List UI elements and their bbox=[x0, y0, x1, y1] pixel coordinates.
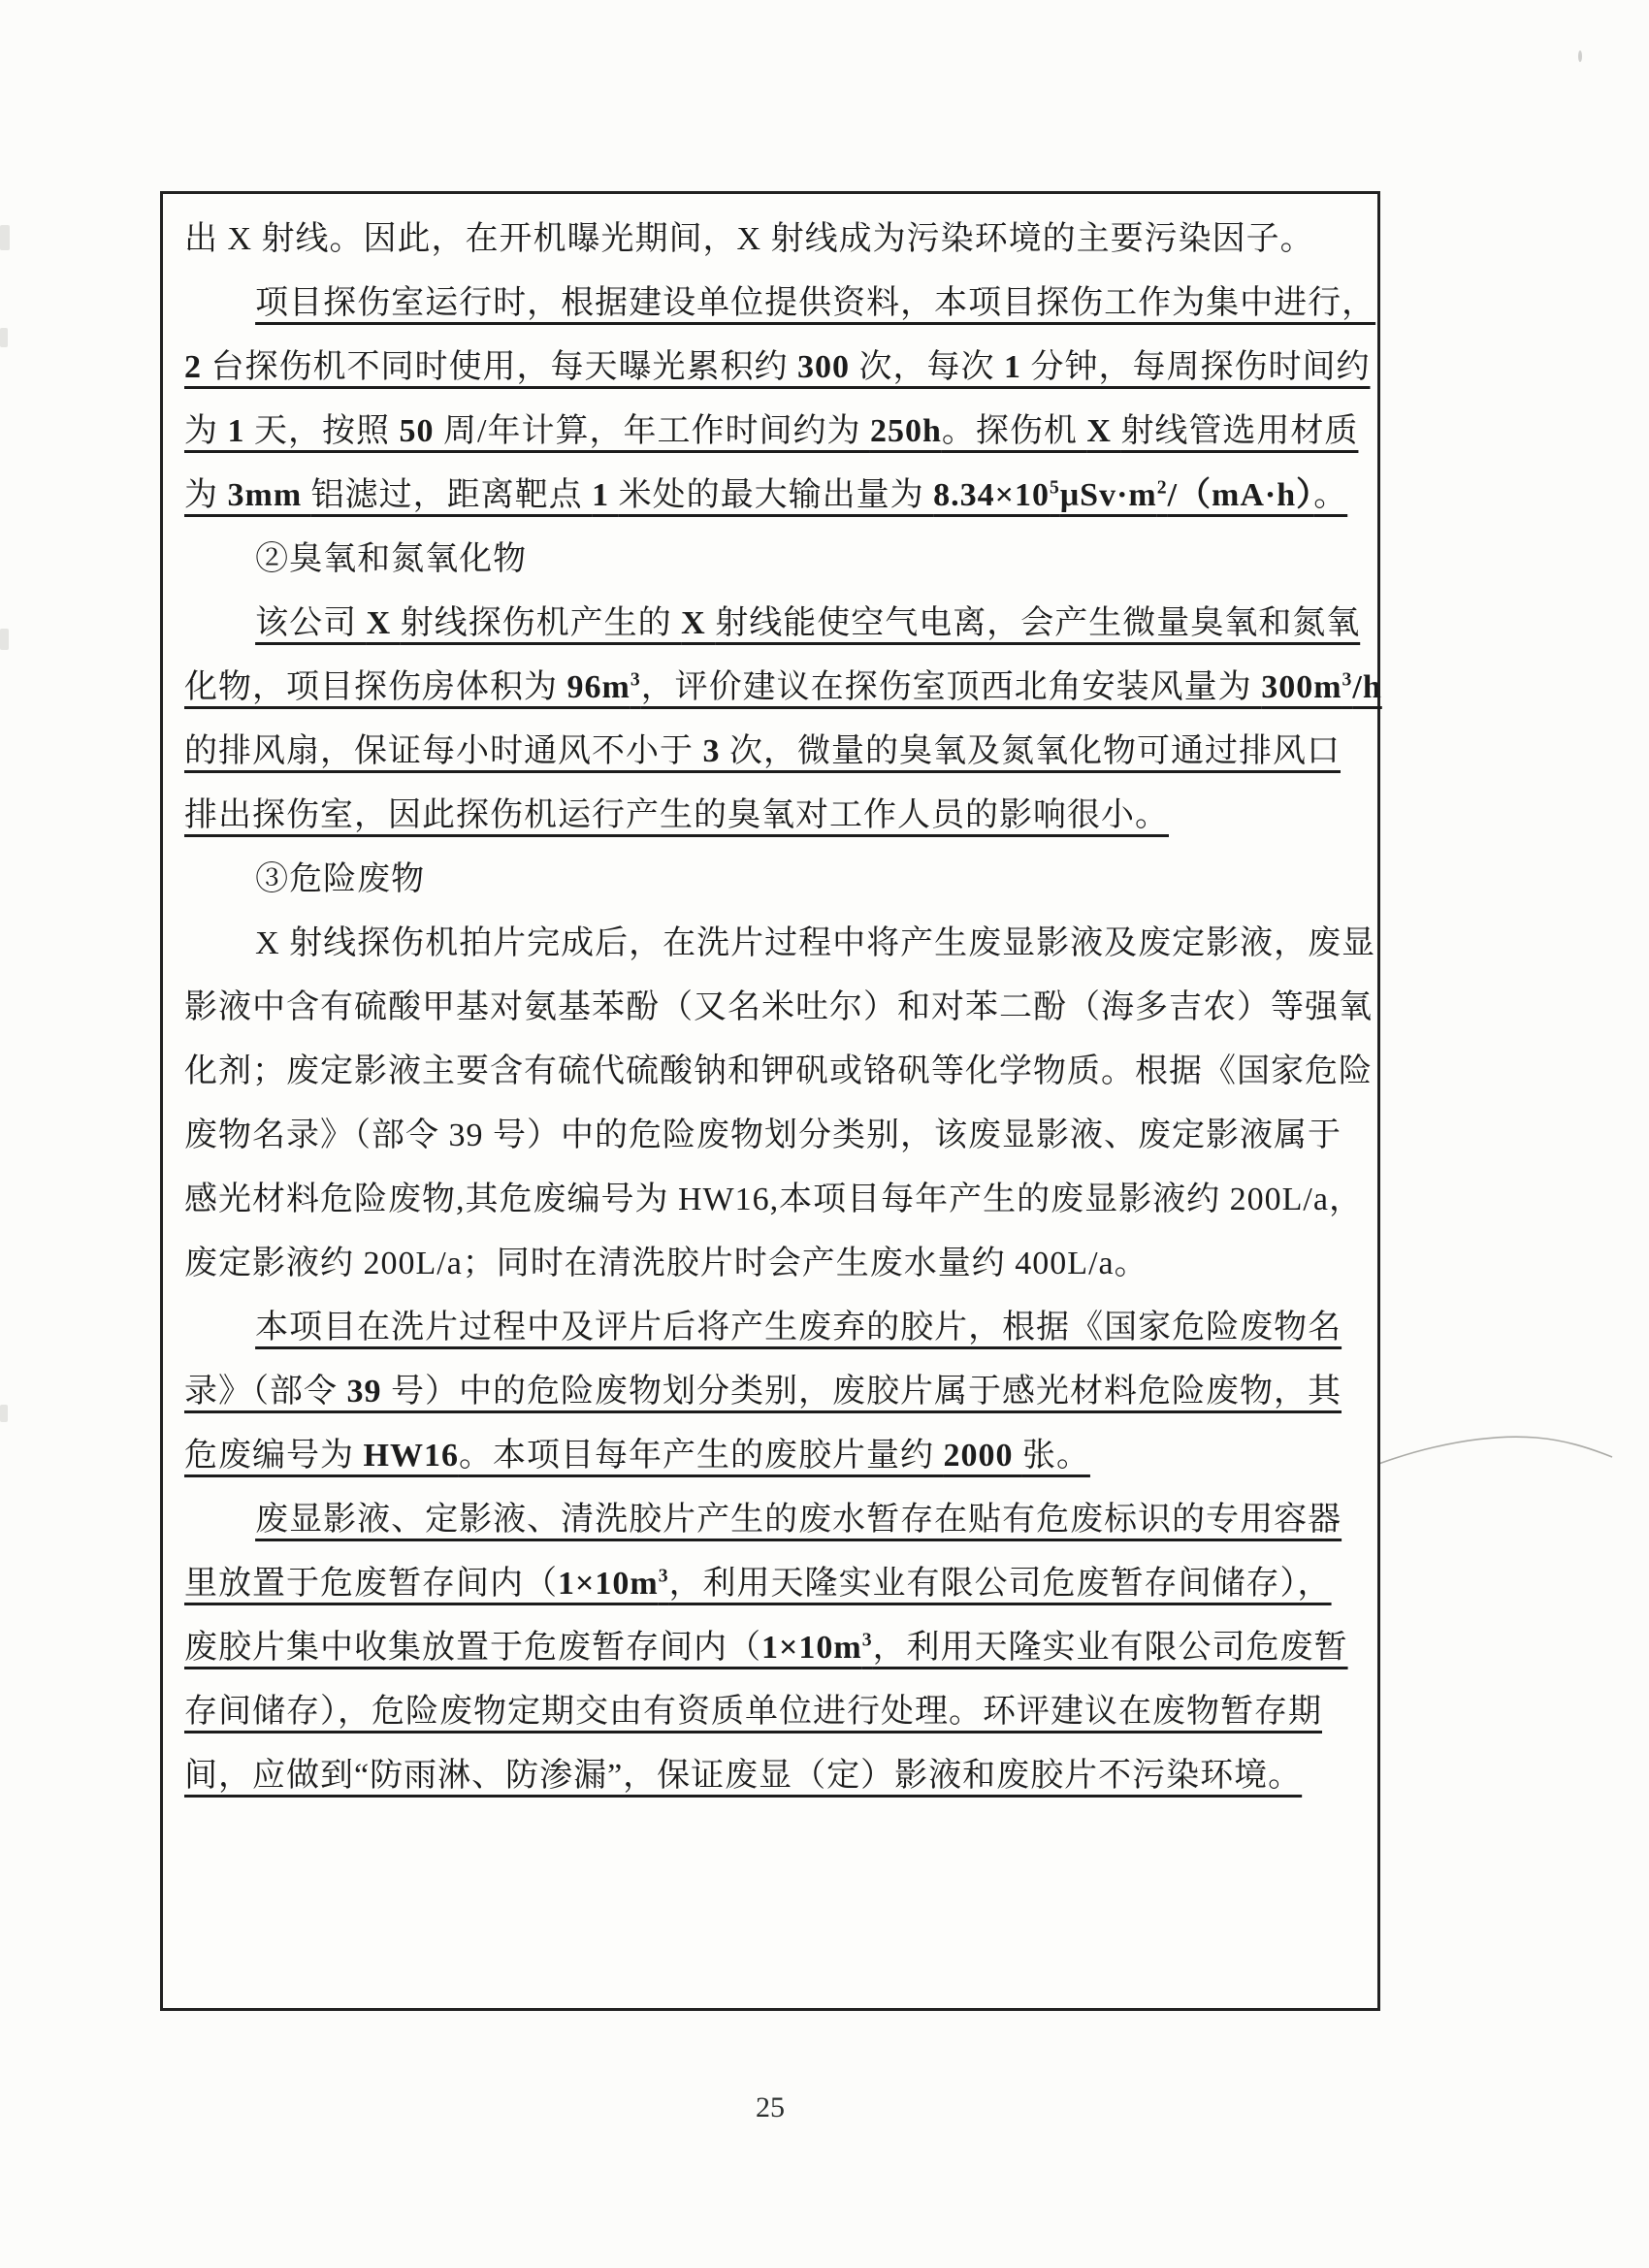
scan-edge-smudge bbox=[0, 225, 10, 250]
page-footer bbox=[160, 2091, 1380, 2124]
document-body bbox=[184, 208, 1382, 1808]
text-line: 录》（部令 39 号）中的危险废物划分类别，废胶片属于感光材料危险废物，其 bbox=[184, 1374, 1342, 1409]
content-box bbox=[160, 191, 1380, 2011]
text-line: 出 X 射线。因此，在开机曝光期间，X 射线成为污染环境的主要污染因子。 bbox=[184, 221, 1314, 257]
text-line: 间，应做到“防雨淋、防渗漏”，保证废显（定）影液和废胶片不污染环境。 bbox=[184, 1758, 1303, 1794]
text-line: 废显影液、定影液、清洗胶片产生的废水暂存在贴有危废标识的专用容器 bbox=[255, 1502, 1342, 1538]
text-line: 废定影液约 200L/a；同时在清洗胶片时会产生废水量约 400L/a。 bbox=[184, 1246, 1148, 1281]
text-line: 废胶片集中收集放置于危废暂存间内（$1\times 10m^3$，利用天隆实业有限公司危废暂 bbox=[184, 1629, 1348, 1666]
text-line: 为 1 天，按照 50 周/年计算，年工作时间约为 250h。探伤机 X 射线管选用材质 bbox=[184, 413, 1359, 449]
text-line: 化剂；废定影液主要含有硫代硫酸钠和钾矾或铬矾等化学物质。根据《国家危险 bbox=[184, 1053, 1373, 1089]
page-number: 25 bbox=[756, 2091, 785, 2123]
text-line: 排出探伤室，因此探伤机运行产生的臭氧对工作人员的影响很小。 bbox=[184, 797, 1169, 833]
text-line: 影液中含有硫酸甲基对氨基苯酚（又名米吐尔）和对苯二酚（海多吉农）等强氧 bbox=[184, 989, 1373, 1025]
text-line: 废物名录》（部令 39 号）中的危险废物划分类别，该废显影液、废定影液属于 bbox=[184, 1118, 1342, 1153]
text-line: 里放置于危废暂存间内（$1\times 10m^3$，利用天隆实业有限公司危废暂存间储存）， bbox=[184, 1565, 1332, 1602]
scan-edge-smudge bbox=[0, 629, 9, 650]
text-line: 项目探伤室运行时，根据建设单位提供资料，本项目探伤工作为集中进行， bbox=[255, 285, 1376, 321]
scan-edge-smudge bbox=[0, 1405, 8, 1422]
text-line: ③危险废物 bbox=[255, 861, 426, 897]
scan-speck bbox=[1578, 50, 1582, 62]
text-line: X 射线探伤机拍片完成后，在洗片过程中将产生废显影液及废定影液，废显 bbox=[255, 925, 1376, 961]
text-line: 为 3mm 铝滤过，距离靶点 1 米处的最大输出量为 $8.34\times 10^5\mu Sv\cdot m^2/(mA\cdot h)$。 bbox=[184, 476, 1348, 513]
text-line: 存间储存），危险废物定期交由有资质单位进行处理。环评建议在废物暂存期 bbox=[184, 1694, 1322, 1730]
text-line: 该公司 X 射线探伤机产生的 X 射线能使空气电离，会产生微量臭氧和氮氧 bbox=[255, 605, 1361, 641]
text-line: 本项目在洗片过程中及评片后将产生废弃的胶片，根据《国家危险废物名 bbox=[255, 1310, 1342, 1345]
text-line: 2 台探伤机不同时使用，每天曝光累积约 300 次，每次 1 分钟，每周探伤时间约 bbox=[184, 349, 1371, 385]
text-line: 化物，项目探伤房体积为 $96m^3$，评价建议在探伤室顶西北角安装风量为 $300m^3/h$ bbox=[184, 668, 1382, 705]
scan-edge-smudge bbox=[0, 328, 8, 347]
text-line: 危废编号为 HW16。本项目每年产生的废胶片量约 2000 张。 bbox=[184, 1438, 1090, 1474]
text-line: ②臭氧和氮氧化物 bbox=[255, 541, 528, 577]
text-line: 感光材料危险废物,其危废编号为 HW16,本项目每年产生的废显影液约 200L/a， bbox=[184, 1182, 1363, 1217]
text-line: 的排风扇，保证每小时通风不小于 3 次，微量的臭氧及氮氧化物可通过排风口 bbox=[184, 733, 1341, 769]
